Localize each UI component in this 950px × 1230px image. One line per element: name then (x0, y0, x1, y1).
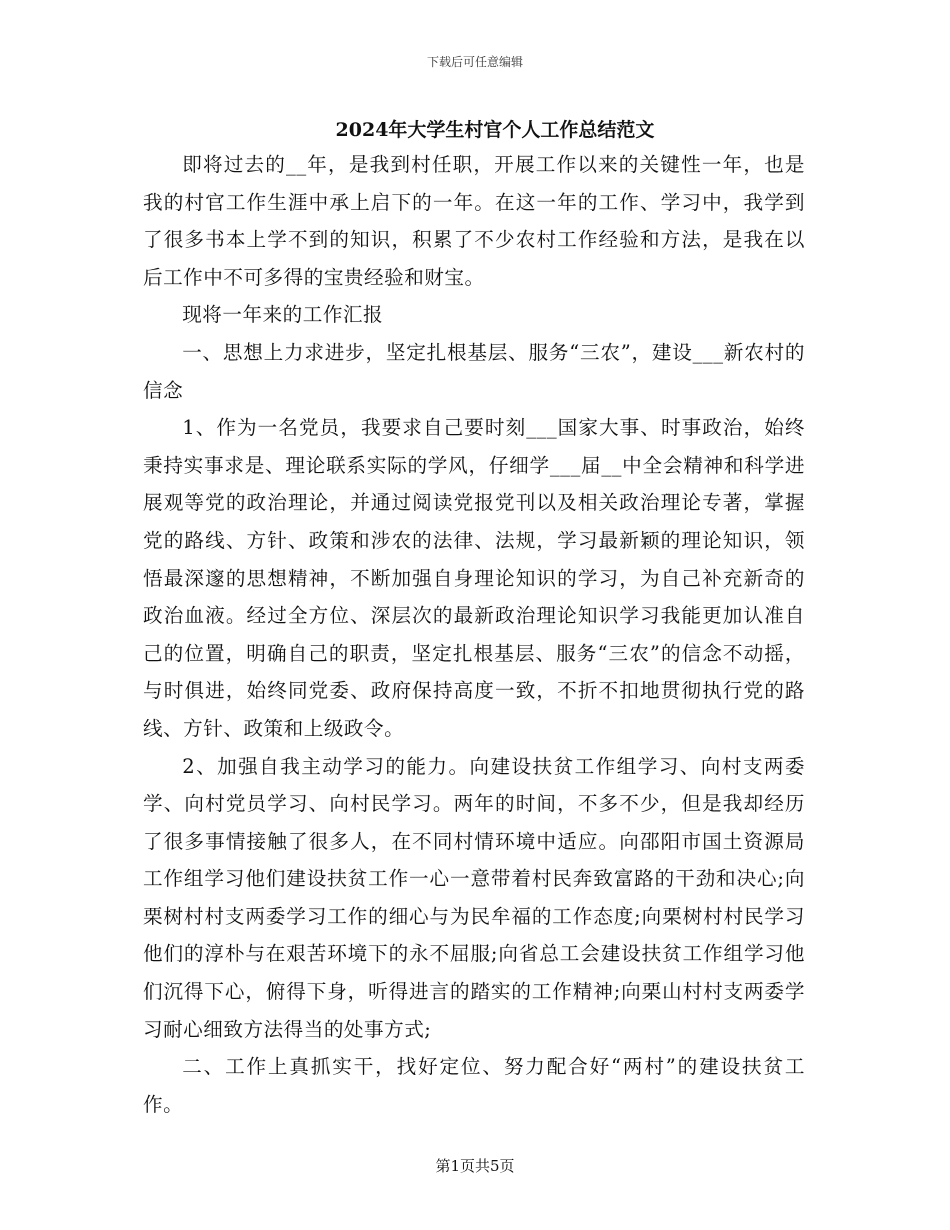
paragraph-item-1: 1、作为一名党员，我要求自己要时刻___国家大事、时事政治，始终秉持实事求是、理论联系实际的学风，仔细学___届__中全会精神和科学进展观等党的政治理论，并通过阅读党报党刊以及相关政治理论专著，掌握党的路线、方针、政策和涉农的法律、法规，学习最新颖的理论知识，领悟最深邃的思想精神，不断加强自身理论知识的学习，为自己补充新奇的政治血液。经过全方位、深层次的最新政治理论知识学习我能更加认准自己的位置，明确自己的职责，坚定扎根基层、服务“三农”的信念不动摇，与时俱进，始终同党委、政府保持高度一致，不折不扣地贯彻执行党的路线、方针、政策和上级政令。 (143, 416, 805, 740)
paragraph-report-lead: 现将一年来的工作汇报 (182, 303, 384, 327)
section-heading-1: 一、思想上力求进步，坚定扎根基层、服务“三农”，建设___新农村的信念 (143, 340, 805, 402)
page-indicator: 第1页共5页 (435, 1157, 515, 1175)
document-body (143, 146, 805, 1123)
paragraph-intro: 即将过去的__年，是我到村任职，开展工作以来的关键性一年，也是我的村官工作生涯中承上启下的一年。在这一年的工作、学习中，我学到了很多书本上学不到的知识，积累了不少农村工作经验和方法，是我在以后工作中不可多得的宝贵经验和财宝。 (143, 153, 805, 289)
section-heading-2: 二、工作上真抓实干，找好定位、努力配合好“两村”的建设扶贫工作。 (143, 1055, 805, 1116)
paragraph-item-2: 2、加强自我主动学习的能力。向建设扶贫工作组学习、向村支两委学、向村党员学习、向村民学习。两年的时间，不多不少，但是我却经历了很多事情接触了很多人，在不同村情环境中适应。向邵阳市国土资源局工作组学习他们建设扶贫工作一心一意带着村民奔致富路的干劲和决心;向栗树村村支两委学习工作的细心与为民牟福的工作态度;向栗树村村民学习他们的淳朴与在艰苦环境下的永不屈服;向省总工会建设扶贫工作组学习他们沉得下心，俯得下身，听得进言的踏实的工作精神;向栗山村村支两委学习耐心细致方法得当的处事方式; (143, 754, 805, 1041)
header-note: 下载后可任意编辑 (426, 55, 523, 69)
document-title: 2024年大学生村官个人工作总结范文 (335, 119, 655, 141)
